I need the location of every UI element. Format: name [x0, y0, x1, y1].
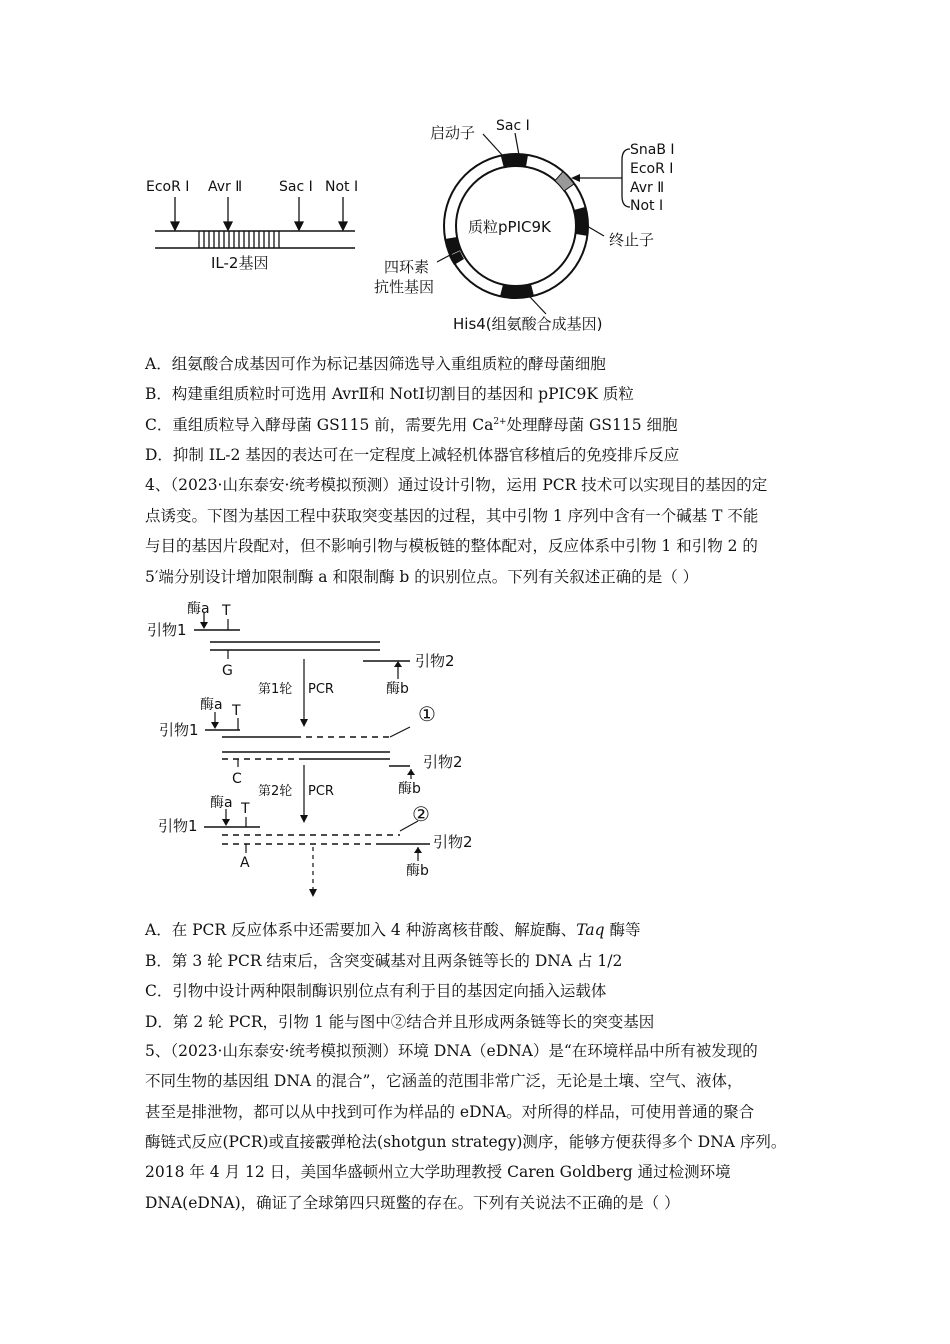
his4-block	[500, 284, 534, 298]
il2-gene-hatch	[199, 231, 279, 248]
q3-option-a: A．组氨酸合成基因可作为标记基因筛选导入重组质粒的酵母菌细胞	[145, 355, 606, 373]
terminator-label: 终止子	[609, 231, 655, 249]
q5-stem-line-3: 甚至是排泄物，都可以从中找到可作为样品的 eDNA。对所得的样品，可使用普通的聚合	[145, 1103, 755, 1121]
primer2-label-1: 引物2	[415, 652, 455, 670]
q3-option-c-post: 处理酵母菌 GS115 细胞	[506, 416, 678, 434]
mcs-snabi: SnaB Ⅰ	[630, 142, 675, 158]
q3-option-b: B．构建重组质粒时可选用 AvrⅡ和 NotⅠ切割目的基因和 pPIC9K 质粒	[145, 385, 634, 403]
q4-option-b: B．第 3 轮 PCR 结束后，含突变碱基对且两条链等长的 DNA 占 1/2	[145, 952, 623, 970]
base-t-label-3: T	[241, 801, 250, 817]
mcs-noti: Not Ⅰ	[630, 198, 664, 214]
il2-gene-label: IL-2基因	[211, 254, 269, 272]
tet-label-2: 抗性基因	[374, 278, 435, 296]
enzyme-a-label-3: 酶a	[210, 795, 233, 811]
primer2-label-3: 引物2	[433, 833, 473, 851]
q3-option-c-sup: 2+	[493, 416, 507, 427]
primer1-label-3: 引物1	[158, 817, 198, 835]
primer1-label-2: 引物1	[159, 721, 199, 739]
sac-top-label: Sac Ⅰ	[496, 118, 530, 134]
q5-stem-line-2: 不同生物的基因组 DNA 的混合”，它涵盖的范围非常广泛，无论是土壤、空气、液体，	[145, 1072, 743, 1090]
base-c-label: C	[232, 771, 242, 787]
q3-option-c-pre: C．重组质粒导入酵母菌 GS115 前，需要先用 Ca	[145, 416, 494, 434]
enzyme-b-label-2: 酶b	[398, 781, 421, 797]
site-label-ecori: EcoR Ⅰ	[146, 179, 190, 195]
round1-label: 第1轮	[258, 682, 293, 697]
enzyme-a-label-1: 酶a	[187, 601, 210, 617]
q4-stem-line-3: 与目的基因片段配对，但不影响引物与模板链的整体配对，反应体系中引物 1 和引物 2 的	[145, 537, 758, 555]
base-t-label-2: T	[232, 703, 241, 719]
il2-gene-diagram	[146, 179, 358, 272]
enzyme-b-label-1: 酶b	[386, 681, 409, 697]
promoter-label: 启动子	[430, 124, 476, 142]
q4-option-d: D．第 2 轮 PCR，引物 1 能与图中②结合并且形成两条链等长的突变基因	[145, 1013, 655, 1031]
q4-option-c: C．引物中设计两种限制酶识别位点有利于目的基因定向插入运载体	[145, 982, 607, 1000]
primer2-label-2: 引物2	[423, 753, 463, 771]
mcs-block	[555, 172, 574, 191]
site-label-noti: Not Ⅰ	[325, 179, 359, 195]
enzyme-a-label-2: 酶a	[200, 697, 223, 713]
q4-stem-line-2: 点诱变。下图为基因工程中获取突变基因的过程，其中引物 1 序列中含有一个碱基 T 不能	[145, 507, 759, 525]
base-g-label: G	[222, 663, 233, 679]
plasmid-diagram	[374, 118, 675, 333]
q5-stem-line-6: DNA(eDNA)，确证了全球第四只斑鳖的存在。下列有关说法不正确的是（ ）	[145, 1194, 680, 1212]
q4-stem-line-4: 5′端分别设计增加限制酶 a 和限制酶 b 的识别位点。下列有关叙述正确的是（ ）	[145, 568, 699, 586]
enzyme-b-label-3: 酶b	[406, 863, 429, 879]
q4-option-a-post: 酶等	[604, 921, 641, 939]
base-t-label-1: T	[222, 603, 231, 619]
figure-pcr-mutagenesis	[0, 595, 950, 905]
round2-label: 第2轮	[258, 784, 293, 799]
q5-stem-line-5: 2018 年 4 月 12 日，美国华盛顿州立大学助理教授 Caren Goldberg 通过检测环境	[145, 1163, 731, 1181]
pcr-label-1: PCR	[308, 682, 334, 697]
cut-site-arrows	[171, 197, 347, 230]
q4-stem-line-1: 4、（2023·山东泰安·统考模拟预测）通过设计引物，运用 PCR 技术可以实现目的基因的定	[145, 476, 768, 494]
tet-label-1: 四环素	[384, 258, 430, 276]
mark-2: ②	[412, 802, 430, 826]
figure-plasmid-construction	[0, 0, 950, 340]
pcr-label-2: PCR	[308, 784, 334, 799]
mark-1: ①	[418, 702, 436, 726]
q3-option-c	[145, 413, 678, 435]
promoter-block	[501, 154, 528, 168]
q4-option-a-pre: A．在 PCR 反应体系中还需要加入 4 种游离核苷酸、解旋酶、	[145, 921, 577, 939]
site-label-saci: Sac Ⅰ	[279, 179, 313, 195]
mcs-avrii: Avr Ⅱ	[630, 180, 665, 196]
mcs-ecori: EcoR Ⅰ	[630, 161, 674, 177]
q4-option-a	[145, 918, 640, 940]
site-label-avrii: Avr Ⅱ	[208, 179, 243, 195]
q5-stem-line-1: 5、（2023·山东泰安·统考模拟预测）环境 DNA（eDNA）是“在环境样品中所有被发现的	[145, 1042, 758, 1060]
q4-option-a-italic: Taq	[576, 921, 605, 939]
q5-stem-line-4: 酶链式反应(PCR)或直接霰弹枪法(shotgun strategy)测序，能够方便获得多个 DNA 序列。	[145, 1133, 787, 1151]
his4-label: His4(组氨酸合成基因)	[453, 315, 603, 333]
base-a-label: A	[240, 855, 250, 871]
q3-option-d: D．抑制 IL-2 基因的表达可在一定程度上减轻机体器官移植后的免疫排斥反应	[145, 446, 680, 464]
primer1-label-1: 引物1	[147, 621, 187, 639]
plasmid-name: 质粒pPIC9K	[468, 218, 551, 236]
